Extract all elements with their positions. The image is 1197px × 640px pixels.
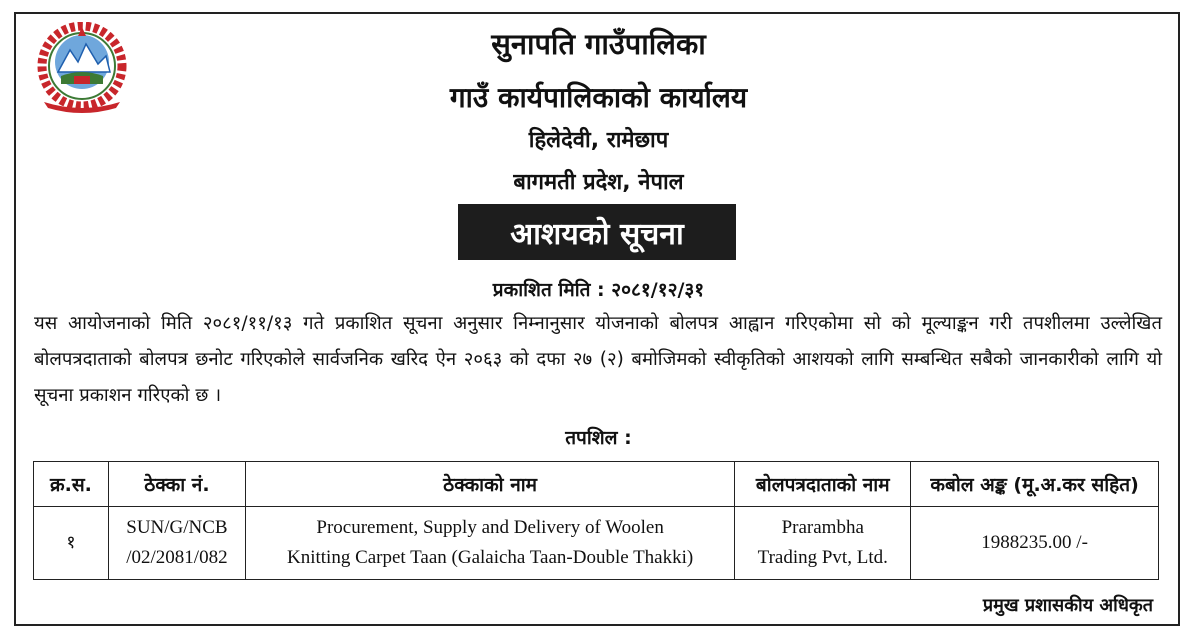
- details-heading: तपशिल :: [565, 427, 632, 449]
- column-header-sn: क्र.स.: [34, 462, 109, 507]
- cell-sn: १: [34, 507, 109, 580]
- bidder-name-line: Trading Pvt, Ltd.: [757, 547, 888, 568]
- column-header-contract-no: ठेक्का नं.: [108, 462, 245, 507]
- contract-table: [33, 461, 1159, 580]
- cell-contract-name: [245, 507, 734, 580]
- column-header-bidder-name: बोलपत्रदाताको नाम: [735, 462, 911, 507]
- municipality-name: सुनापति गाउँपालिका: [491, 27, 706, 61]
- column-header-bid-amount: कबोल अङ्क (मू.अ.कर सहित): [911, 462, 1159, 507]
- contract-name-line: Knitting Carpet Taan (Galaicha Taan-Double Thakki): [286, 547, 694, 568]
- cell-bidder-name: [735, 507, 911, 580]
- office-name: गाउँ कार्यपालिकाको कार्यालय: [449, 81, 748, 114]
- bidder-name-line: Prarambha: [781, 517, 864, 538]
- notice-title-banner: आशयको सूचना: [458, 204, 736, 260]
- published-date: प्रकाशित मिति : २०८१/१२/३१: [492, 279, 705, 301]
- province-country: बागमती प्रदेश, नेपाल: [513, 170, 684, 195]
- contract-no-line: SUN/G/NCB: [126, 517, 228, 538]
- notice-body: यस आयोजनाको मिति २०८१/११/१३ गते प्रकाशित सूचना अनुसार निम्नानुसार योजनाको बोलपत्र आह्वान गरिएकोमा सो को मूल्याङ्कन गरी तपशीलमा उल्लेखित बोलपत्रदाताको बोलपत्र छनोट गरिएकोले सार्वजनिक खरिद ऐन २०६३ को दफा २७ (२) बमोजिमको स्वीकृतिको आशयको लागि सम्बन्धित सबैको जानकारीको लागि यो सूचना प्रकाशन गरिएको छ ।: [34, 313, 1162, 406]
- cell-bid-amount: 1988235.00 /-: [911, 507, 1159, 580]
- column-header-contract-name: ठेक्काको नाम: [245, 462, 734, 507]
- table-header-row: [34, 462, 1159, 507]
- office-address: हिलेदेवी, रामेछाप: [528, 128, 669, 153]
- contract-no-line: /02/2081/082: [126, 547, 228, 568]
- signatory-title: प्रमुख प्रशासकीय अधिकृत: [982, 595, 1153, 616]
- table-row: [34, 507, 1159, 580]
- cell-contract-no: [108, 507, 245, 580]
- contract-name-line: Procurement, Supply and Delivery of Woolen: [316, 517, 664, 538]
